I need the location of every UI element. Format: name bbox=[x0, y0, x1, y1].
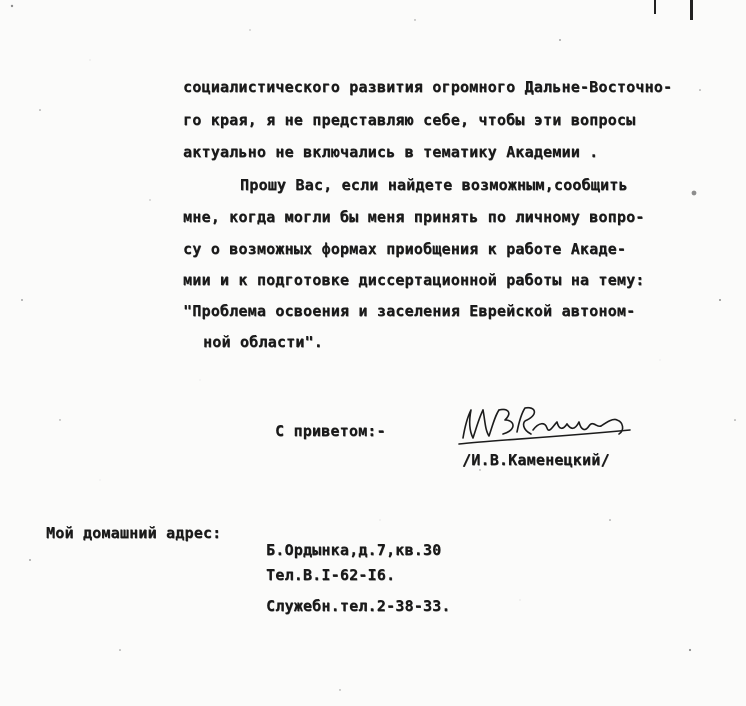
body-line: актуально не включались в тематику Академии . bbox=[183, 143, 599, 161]
address-street: Б.Ордынка,д.7,кв.30 bbox=[266, 541, 442, 559]
body-line: мии и к подготовке диссертационной работы на тему: bbox=[183, 271, 645, 289]
body-line: Прошу Вас, если найдете возможным,сообщить bbox=[240, 176, 628, 194]
body-line: ной области". bbox=[203, 333, 323, 351]
scan-edge-mark bbox=[654, 0, 656, 14]
address-work-phone: Служебн.тел.2-38-33. bbox=[266, 597, 451, 615]
body-line: го края, я не представляю себе, чтобы эти вопросы bbox=[183, 111, 636, 129]
closing-greeting: С приветом:- bbox=[275, 422, 386, 440]
body-line: социалистического развития огромного Дальне-Восточно- bbox=[183, 78, 673, 96]
body-line: су о возможных формах приобщения к работе Акаде- bbox=[183, 240, 627, 258]
scan-edge-mark bbox=[690, 0, 693, 20]
address-phone: Тел.В.I-62-I6. bbox=[266, 566, 396, 584]
body-line: "Проблема освоения и заселения Еврейской автоном- bbox=[183, 302, 636, 320]
address-label: Мой домашний адрес: bbox=[46, 524, 222, 542]
body-line: мне, когда могли бы меня принять по личному вопро- bbox=[183, 208, 645, 226]
signature-name: /И.В.Каменецкий/ bbox=[462, 451, 610, 469]
